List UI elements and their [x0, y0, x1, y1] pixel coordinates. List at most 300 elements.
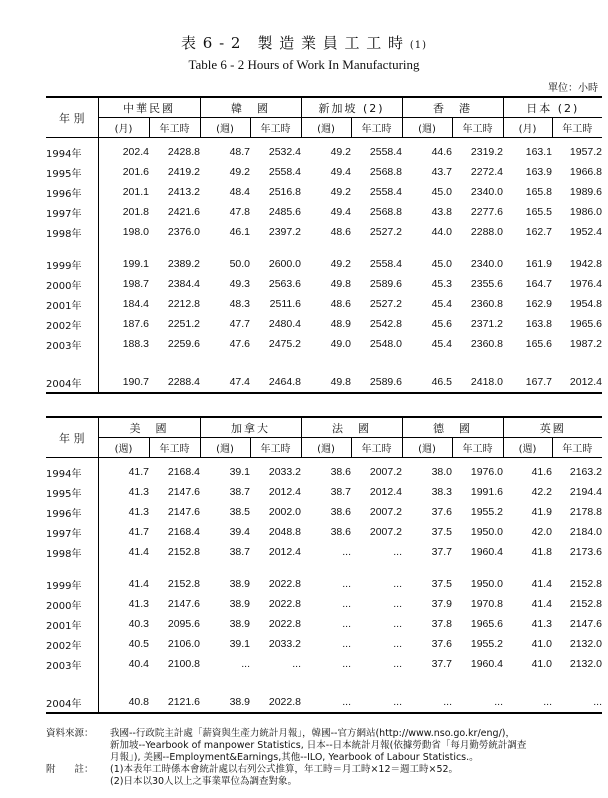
table-row [46, 162, 602, 182]
value-cell: 50.0 [229, 258, 250, 270]
value-cell: 41.7 [128, 466, 149, 478]
table-title-en: Table 6 - 2 Hours of Work In Manufacturing [188, 57, 420, 72]
value-cell: 2319.2 [470, 146, 504, 158]
value-cell: 165.5 [525, 206, 553, 218]
unit-subheader: 年工時 [149, 438, 200, 458]
value-cell: 2480.4 [268, 318, 301, 330]
value-cell: 1960.4 [470, 658, 503, 670]
year-cell: 1997年 [46, 522, 98, 542]
value-cell: 2413.2 [167, 186, 200, 198]
table-title-zh [0, 32, 608, 53]
unit-subheader: 年工時 [552, 118, 602, 138]
value-cell: 2355.6 [470, 278, 504, 290]
value-cell: 2007.2 [369, 506, 402, 518]
value-cell: 40.5 [128, 638, 149, 650]
value-cell: 47.7 [229, 318, 250, 330]
table-row [46, 294, 602, 314]
value-cell: 43.8 [431, 206, 453, 218]
value-cell: 2152.8 [569, 598, 602, 610]
country-header: 韓 國 [200, 97, 301, 118]
country-header: 新加坡 (2) [301, 97, 402, 118]
unit-subheader: 年工時 [351, 438, 402, 458]
value-cell: 38.6 [330, 526, 351, 538]
value-cell: 2485.6 [268, 206, 301, 218]
value-cell: 49.2 [330, 258, 351, 270]
value-cell: 49.4 [330, 206, 351, 218]
note-label: 附 註： [46, 764, 94, 775]
value-cell: 2002.0 [268, 506, 301, 518]
value-cell: 1965.6 [569, 318, 603, 330]
value-cell: 48.4 [229, 186, 250, 198]
value-cell: 163.9 [525, 166, 553, 178]
value-cell: 2376.0 [167, 226, 200, 238]
value-cell: 190.7 [98, 372, 149, 393]
table-row [46, 692, 602, 713]
value-cell: 2277.6 [470, 206, 504, 218]
value-cell: 47.8 [229, 206, 250, 218]
country-header: 日本 (2) [503, 97, 602, 118]
value-cell: 41.0 [531, 638, 552, 650]
value-cell: 1991.6 [470, 486, 503, 498]
value-cell: 2012.4 [552, 372, 602, 393]
table-row [46, 522, 602, 542]
table-row [46, 222, 602, 242]
value-cell: ... [342, 618, 351, 630]
value-cell: 1950.0 [470, 578, 503, 590]
year-cell: 1997年 [46, 202, 98, 222]
value-cell: 39.1 [229, 466, 250, 478]
value-cell: 41.3 [128, 506, 149, 518]
country-header: 德 國 [402, 417, 503, 438]
value-cell: 48.3 [229, 298, 250, 310]
value-cell: 37.5 [431, 578, 452, 590]
value-cell: 38.9 [229, 598, 250, 610]
value-cell: ... [301, 692, 351, 713]
year-cell: 2004年 [46, 692, 98, 713]
value-cell: 2095.6 [167, 618, 200, 630]
year-cell: 1994年 [46, 142, 98, 162]
value-cell: 45.4 [431, 338, 453, 350]
value-cell: 2178.8 [569, 506, 602, 518]
value-cell: 199.1 [122, 258, 149, 270]
year-cell: 2001年 [46, 294, 98, 314]
value-cell: 49.0 [330, 338, 351, 350]
value-cell: ... [342, 578, 351, 590]
value-cell: 163.8 [525, 318, 553, 330]
value-cell: 2168.4 [167, 526, 200, 538]
year-cell: 1998年 [46, 542, 98, 562]
value-cell: 49.4 [330, 166, 351, 178]
unit-subheader: (月) [503, 118, 552, 138]
value-cell: 2563.6 [268, 278, 301, 290]
value-cell: 2168.4 [167, 466, 200, 478]
value-cell: 1976.0 [470, 466, 503, 478]
value-cell: 46.5 [402, 372, 452, 393]
value-cell: 2516.8 [268, 186, 301, 198]
value-cell: 2152.8 [569, 578, 602, 590]
value-cell: 2033.2 [268, 638, 301, 650]
table-row [46, 462, 602, 482]
value-cell: ... [351, 692, 402, 713]
year-cell: 1996年 [46, 182, 98, 202]
value-cell: 1955.2 [470, 638, 503, 650]
value-cell: 2184.0 [569, 526, 602, 538]
value-cell: 188.3 [122, 338, 149, 350]
country-header: 中華民國 [98, 97, 200, 118]
value-cell: 47.4 [200, 372, 250, 393]
value-cell: 2147.6 [167, 506, 200, 518]
table-row [46, 314, 602, 334]
value-cell: 162.9 [525, 298, 553, 310]
value-cell: 37.6 [431, 638, 452, 650]
year-cell: 2003年 [46, 334, 98, 354]
value-cell: 2360.8 [470, 298, 504, 310]
value-cell: 49.3 [229, 278, 250, 290]
value-cell: 42.2 [531, 486, 552, 498]
value-cell: 2558.4 [369, 186, 403, 198]
value-cell: 39.1 [229, 638, 250, 650]
value-cell: 2340.0 [470, 186, 504, 198]
value-cell: 41.3 [128, 486, 149, 498]
value-cell: 38.6 [330, 466, 351, 478]
value-cell: ... [342, 658, 351, 670]
unit-subheader: (週) [402, 118, 452, 138]
table-row [46, 542, 602, 562]
value-cell: 41.8 [531, 546, 552, 558]
footer-notes [46, 728, 602, 788]
unit-subheader: 年工時 [452, 438, 503, 458]
year-cell: 2002年 [46, 634, 98, 654]
value-cell: 2152.8 [167, 578, 200, 590]
value-cell: 38.7 [229, 486, 250, 498]
value-cell: ... [552, 692, 602, 713]
value-cell: 1970.8 [470, 598, 503, 610]
value-cell: 1954.8 [569, 298, 603, 310]
value-cell: 2421.6 [167, 206, 200, 218]
value-cell: ... [393, 638, 402, 650]
value-cell: ... [292, 658, 301, 670]
value-cell: 2022.8 [268, 618, 301, 630]
value-cell: 2106.0 [167, 638, 200, 650]
value-cell: 38.9 [229, 618, 250, 630]
value-cell: 201.1 [122, 186, 149, 198]
source-line: 新加坡--Yearbook of manpower Statistics, 日本--日本統計月報(依據勞動省「每月勤勞統計調查 [110, 740, 527, 751]
value-cell: 1955.2 [470, 506, 503, 518]
value-cell: 38.9 [200, 692, 250, 713]
value-cell: 37.9 [431, 598, 452, 610]
table-row [46, 634, 602, 654]
value-cell: 2259.6 [167, 338, 200, 350]
value-cell: 2542.8 [369, 318, 403, 330]
value-cell: 2600.0 [268, 258, 301, 270]
value-cell: 2147.6 [569, 618, 602, 630]
country-header: 香 港 [402, 97, 503, 118]
value-cell: 2548.0 [369, 338, 403, 350]
unit-subheader: (月) [98, 118, 149, 138]
value-cell: 2360.8 [470, 338, 504, 350]
value-cell: 2048.8 [268, 526, 301, 538]
value-cell: 1942.8 [569, 258, 603, 270]
value-cell: 163.1 [525, 146, 553, 158]
value-cell: 2288.0 [470, 226, 504, 238]
year-cell: 1996年 [46, 502, 98, 522]
table-row [46, 202, 602, 222]
note-line: (1)本表年工時係本會統計處以右列公式推算，年工時＝月工時×12＝週工時×52。 [110, 764, 459, 775]
unit-subheader: 年工時 [552, 438, 602, 458]
value-cell: 202.4 [122, 146, 149, 158]
value-cell: 2132.0 [569, 638, 602, 650]
year-cell: 1994年 [46, 462, 98, 482]
value-cell: 2558.4 [268, 166, 301, 178]
value-cell: 2251.2 [167, 318, 200, 330]
value-cell: ... [503, 692, 552, 713]
value-cell: 43.7 [431, 166, 453, 178]
value-cell: 198.0 [122, 226, 149, 238]
value-cell: 37.7 [431, 658, 452, 670]
country-header: 英國 [503, 417, 602, 438]
value-cell: 40.4 [128, 658, 149, 670]
value-cell: 2022.8 [268, 598, 301, 610]
value-cell: 41.4 [531, 598, 552, 610]
value-cell: ... [393, 598, 402, 610]
source-block [46, 728, 602, 764]
value-cell: 2152.8 [167, 546, 200, 558]
value-cell: 45.0 [431, 258, 453, 270]
year-cell: 2001年 [46, 614, 98, 634]
value-cell: 45.4 [431, 298, 453, 310]
value-cell: 45.6 [431, 318, 453, 330]
value-cell: 2100.8 [167, 658, 200, 670]
value-cell: 2272.4 [470, 166, 504, 178]
value-cell: 2012.4 [268, 546, 301, 558]
value-cell: 2418.0 [452, 372, 503, 393]
value-cell: 2121.6 [149, 692, 200, 713]
year-cell: 2000年 [46, 274, 98, 294]
value-cell: 40.3 [128, 618, 149, 630]
value-cell: 201.6 [122, 166, 149, 178]
value-cell: 37.5 [431, 526, 452, 538]
value-cell: 37.8 [431, 618, 452, 630]
value-cell: 2558.4 [369, 146, 403, 158]
value-cell: 49.2 [330, 186, 351, 198]
value-cell: 1952.4 [569, 226, 603, 238]
value-cell: 38.0 [431, 466, 452, 478]
value-cell: ... [393, 578, 402, 590]
table-row [46, 182, 602, 202]
note-line: (2)日本以30人以上之事業單位為調查對象。 [110, 776, 298, 787]
value-cell: 2511.6 [269, 298, 301, 310]
value-cell: ... [452, 692, 503, 713]
value-cell: ... [241, 658, 250, 670]
unit-subheader: 年工時 [452, 118, 503, 138]
unit-label: 單位：小時 [548, 83, 598, 94]
value-cell: ... [402, 692, 452, 713]
value-cell: 41.7 [128, 526, 149, 538]
value-cell: 37.7 [431, 546, 452, 558]
value-cell: 2384.4 [167, 278, 200, 290]
value-cell: ... [342, 638, 351, 650]
table-row [46, 594, 602, 614]
value-cell: 1987.2 [569, 338, 603, 350]
value-cell: 48.9 [330, 318, 351, 330]
country-header: 美 國 [98, 417, 200, 438]
value-cell: 41.4 [531, 578, 552, 590]
value-cell: 38.9 [229, 578, 250, 590]
year-cell: 2000年 [46, 594, 98, 614]
value-cell: 40.8 [98, 692, 149, 713]
unit-subheader: (週) [301, 118, 351, 138]
country-header: 加拿大 [200, 417, 301, 438]
value-cell: 184.4 [122, 298, 149, 310]
value-cell: 164.7 [525, 278, 553, 290]
table-row [46, 274, 602, 294]
value-cell: 1957.2 [569, 146, 603, 158]
source-label: 資料來源： [46, 728, 94, 739]
year-column-header: 年 別 [46, 417, 98, 458]
value-cell: 2194.4 [569, 486, 602, 498]
table-row [46, 614, 602, 634]
unit-subheader: (週) [301, 438, 351, 458]
value-cell: 49.8 [301, 372, 351, 393]
year-cell: 2004年 [46, 372, 98, 393]
unit-subheader: 年工時 [250, 438, 301, 458]
year-cell: 1999年 [46, 254, 98, 274]
value-cell: 2419.2 [167, 166, 200, 178]
value-cell: ... [393, 658, 402, 670]
unit-subheader: (週) [402, 438, 452, 458]
value-cell: ... [393, 546, 402, 558]
value-cell: 167.7 [503, 372, 552, 393]
value-cell: 2147.6 [167, 486, 200, 498]
value-cell: 42.0 [531, 526, 552, 538]
year-cell: 1999年 [46, 574, 98, 594]
value-cell: 38.5 [229, 506, 250, 518]
value-cell: 44.6 [431, 146, 453, 158]
value-cell: 2022.8 [268, 578, 301, 590]
value-cell: 2012.4 [369, 486, 402, 498]
value-cell: 38.7 [229, 546, 250, 558]
value-cell: 1965.6 [470, 618, 503, 630]
value-cell: 45.0 [431, 186, 453, 198]
value-cell: 2428.8 [167, 146, 200, 158]
value-cell: 39.4 [229, 526, 250, 538]
unit-subheader: (週) [200, 118, 250, 138]
value-cell: 41.3 [531, 618, 552, 630]
value-cell: 38.6 [330, 506, 351, 518]
value-cell: 41.4 [128, 578, 149, 590]
value-cell: 41.4 [128, 546, 149, 558]
value-cell: 47.6 [229, 338, 250, 350]
value-cell: 2007.2 [369, 466, 402, 478]
country-header: 法 國 [301, 417, 402, 438]
value-cell: 2012.4 [268, 486, 301, 498]
value-cell: 2033.2 [268, 466, 301, 478]
table-row [46, 654, 602, 674]
value-cell: 1950.0 [470, 526, 503, 538]
value-cell: ... [342, 546, 351, 558]
value-cell: 2288.4 [149, 372, 200, 393]
value-cell: 1966.8 [569, 166, 603, 178]
value-cell: 2007.2 [369, 526, 402, 538]
value-cell: 2173.6 [569, 546, 602, 558]
value-cell: 41.3 [128, 598, 149, 610]
source-line: 月報」), 美國--Employment&Earnings,其他--ILO, Yearbook of Labour Statistics.。 [110, 752, 479, 763]
value-cell: 44.0 [431, 226, 453, 238]
value-cell: 165.8 [525, 186, 553, 198]
table-row [46, 482, 602, 502]
title-zh-note: (1) [409, 40, 428, 51]
value-cell: 1976.4 [569, 278, 603, 290]
value-cell: 46.1 [229, 226, 250, 238]
year-cell: 1995年 [46, 482, 98, 502]
value-cell: 165.6 [525, 338, 553, 350]
year-cell: 2002年 [46, 314, 98, 334]
value-cell: 2589.6 [351, 372, 402, 393]
value-cell: 41.0 [531, 658, 552, 670]
value-cell: 2558.4 [369, 258, 403, 270]
value-cell: 37.6 [431, 506, 452, 518]
table-row [46, 334, 602, 354]
source-line: 我國--行政院主計處「薪資與生產力統計月報」，韓國--官方網站(http://www.nso.go.kr/eng/)， [110, 728, 515, 739]
value-cell: 1960.4 [470, 546, 503, 558]
value-cell: 2464.8 [250, 372, 301, 393]
value-cell: 2527.2 [369, 226, 403, 238]
value-cell: 1986.0 [569, 206, 603, 218]
value-cell: 2397.2 [268, 226, 301, 238]
value-cell: 201.8 [122, 206, 149, 218]
value-cell: 2527.2 [369, 298, 403, 310]
unit-subheader: 年工時 [149, 118, 200, 138]
year-cell: 1998年 [46, 222, 98, 242]
value-cell: ... [393, 618, 402, 630]
table-row [46, 142, 602, 162]
table-row [46, 254, 602, 274]
year-column-header: 年 別 [46, 97, 98, 138]
value-cell: 2022.8 [250, 692, 301, 713]
value-cell: 38.7 [330, 486, 351, 498]
year-cell: 1995年 [46, 162, 98, 182]
unit-subheader: (週) [503, 438, 552, 458]
value-cell: 41.6 [531, 466, 552, 478]
unit-subheader: 年工時 [351, 118, 402, 138]
unit-subheader: 年工時 [250, 118, 301, 138]
value-cell: 49.2 [229, 166, 250, 178]
value-cell: 2371.2 [470, 318, 504, 330]
value-cell: 48.7 [229, 146, 250, 158]
hours-table-1 [46, 96, 602, 394]
value-cell: 48.6 [330, 298, 351, 310]
value-cell: 48.6 [330, 226, 351, 238]
value-cell: 38.3 [431, 486, 452, 498]
unit-subheader: (週) [200, 438, 250, 458]
value-cell: 41.9 [531, 506, 552, 518]
title-zh-text: 表 6 - 2 製 造 業 員 工 工 時 [180, 34, 405, 52]
value-cell: 2212.8 [167, 298, 200, 310]
note-block [46, 764, 602, 788]
value-cell: 161.9 [525, 258, 553, 270]
table-row [46, 574, 602, 594]
table-row [46, 372, 602, 393]
unit-subheader: (週) [98, 438, 149, 458]
value-cell: 198.7 [122, 278, 149, 290]
value-cell: 2389.2 [167, 258, 200, 270]
value-cell: 2532.4 [268, 146, 301, 158]
value-cell: 2568.8 [369, 206, 403, 218]
value-cell: ... [342, 598, 351, 610]
value-cell: 2568.8 [369, 166, 403, 178]
table-row [46, 502, 602, 522]
value-cell: 2163.2 [569, 466, 602, 478]
